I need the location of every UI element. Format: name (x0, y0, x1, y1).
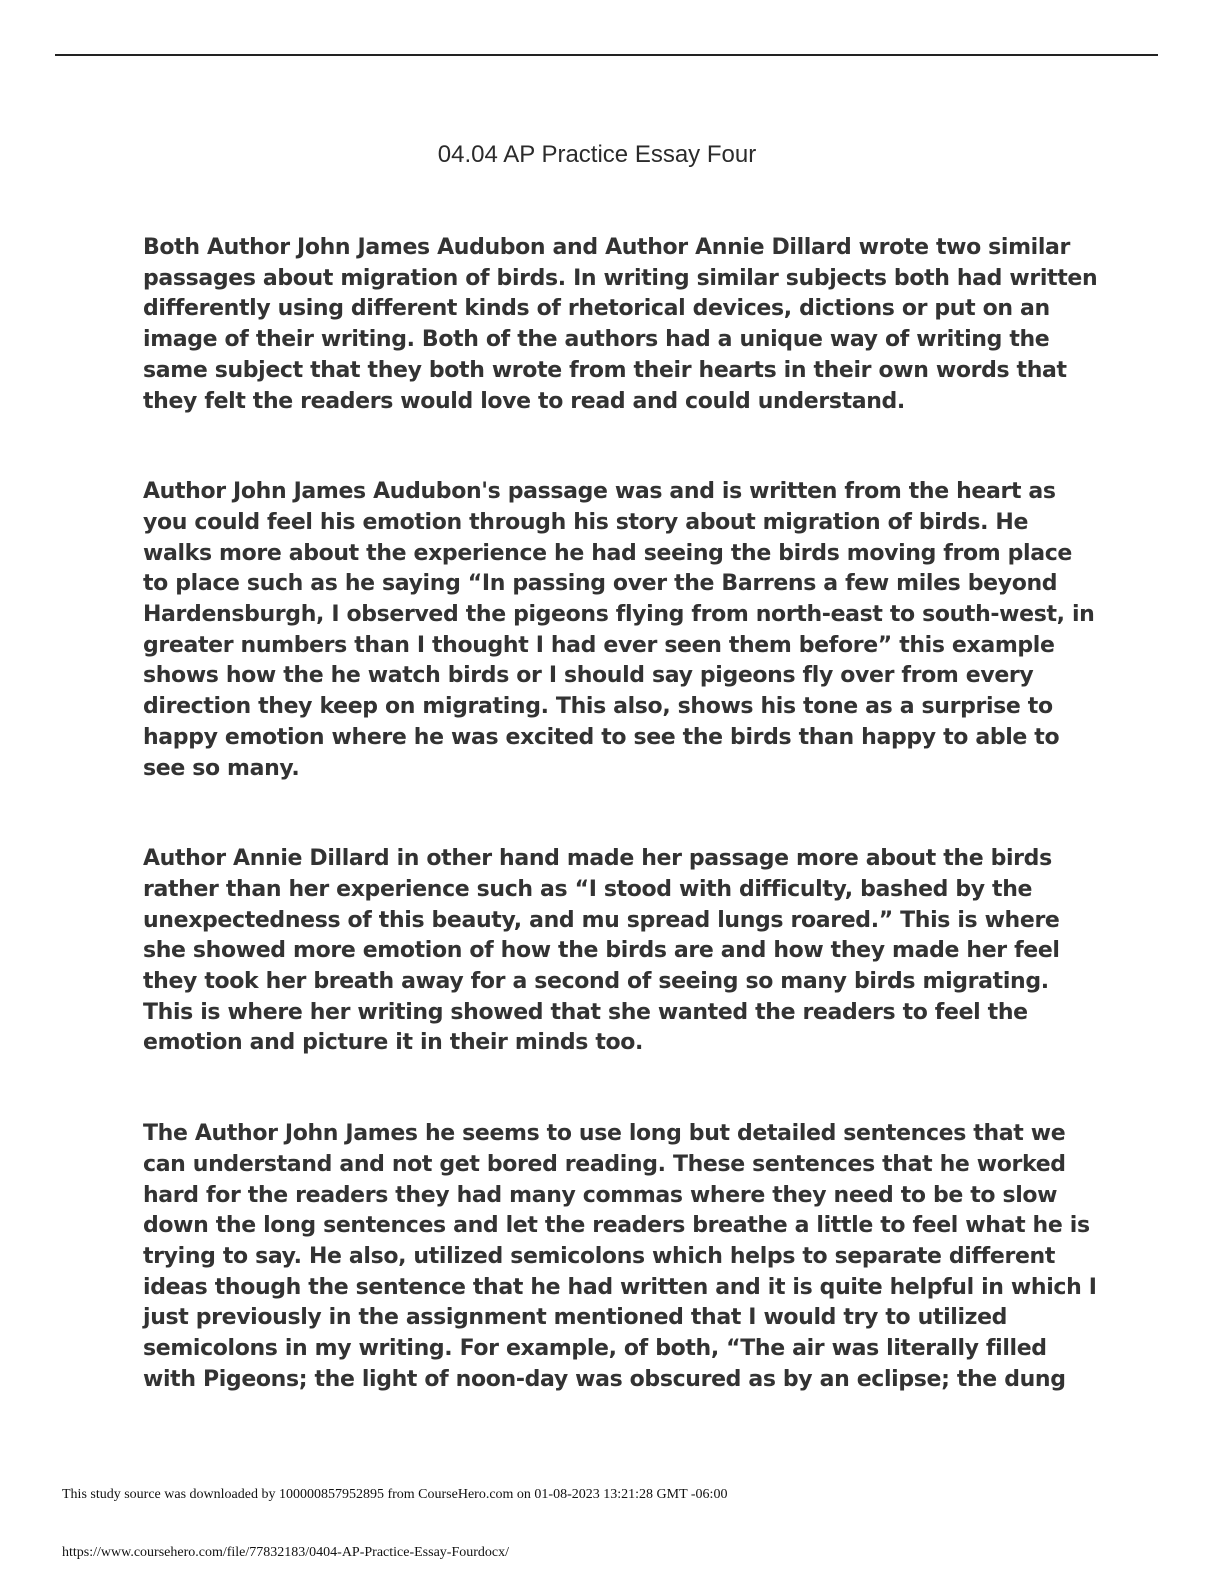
essay-paragraph-1: Both Author John James Audubon and Author Annie Dillard wrote two similar passages about migration of birds. In writing similar subjects both had written differently using different kinds of rhetorical devices, dictions or put on an image of their writing. Both of the authors had a unique way of writing the same subject that they both wrote from their hearts in their own words that they felt the readers would love to read and could understand. (143, 235, 1098, 414)
download-source-note: This study source was downloaded by 100000857952895 from CourseHero.com on 01-08-2023 13:21:28 GMT -06:00 (62, 1487, 728, 1502)
source-url[interactable]: https://www.coursehero.com/file/77832183/0404-AP-Practice-Essay-Fourdocx/ (62, 1545, 510, 1560)
essay-paragraph-4: The Author John James he seems to use long but detailed sentences that we can understand and not get bored reading. These sentences that he worked hard for the readers they had many commas where they need to be to slow down the long sentences and let the readers breathe a little to feel what he is trying to say. He also, utilized semicolons which helps to separate different ideas though the sentence that he had written and it is quite helpful in which I just previously in the assignment mentioned that I would try to utilized semicolons in my writing. For example, of both, “The air was literally filled with Pigeons; the light of noon-day was obscured as by an eclipse; the dung (143, 1121, 1097, 1392)
essay-paragraph-3: Author Annie Dillard in other hand made her passage more about the birds rather than her experience such as “I stood with difficulty, bashed by the unexpectedness of this beauty, and mu spread lungs roared.” This is where she showed more emotion of how the birds are and how they made her feel they took her breath away for a second of seeing so many birds migrating. This is where her writing showed that she wanted the readers to feel the emotion and picture it in their minds too. (143, 846, 1060, 1056)
header-rule (55, 54, 1158, 56)
document-title: 04.04 AP Practice Essay Four (437, 141, 757, 168)
essay-paragraph-2: Author John James Audubon's passage was and is written from the heart as you could feel his emotion through his story about migration of birds. He walks more about the experience he had seeing the birds moving from place to place such as he saying “In passing over the Barrens a few miles beyond Hardensburgh, I observed the pigeons flying from north-east to south-west, in greater numbers than I thought I had ever seen them before” this example shows how the he watch birds or I should say pigeons fly over from every direction they keep on migrating. This also, shows his tone as a surprise to happy emotion where he was excited to see the birds than happy to able to see so many. (143, 479, 1095, 781)
essay-body (143, 233, 1103, 1456)
